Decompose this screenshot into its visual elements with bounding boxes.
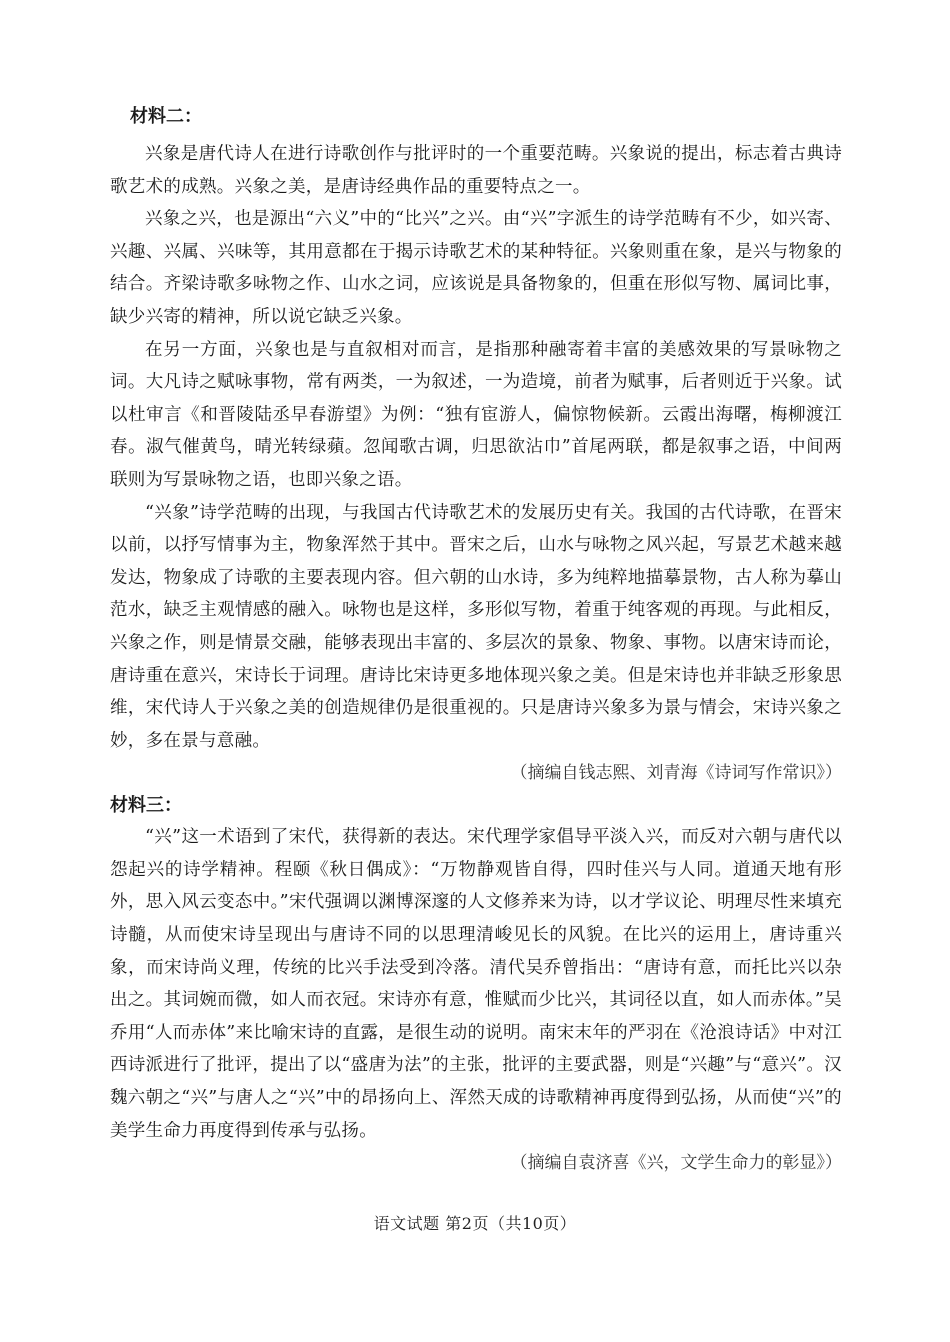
material-2-paragraph-3: 在另一方面，兴象也是与直叙相对而言，是指那种融寄着丰富的美感效果的写景咏物之词。大凡诗之赋咏事物，常有两类，一为叙述，一为造境，前者为赋事，后者则近于兴象。试以杜审言《和晋陵陆丞早春游望》为例：“独有宦游人，偏惊物候新。云霞出海曙，梅柳渡江春。淑气催黄鸟，晴光转绿蘋。忽闻歌古调，归思欲沾巾”首尾两联，都是叙事之语，中间两联则为写景咏物之语，也即兴象之语。 [110, 339, 842, 490]
material-2-heading: 材料二： [130, 106, 202, 127]
material-2-source: （摘编自钱志熙、刘青海《诗词写作常识》） [510, 763, 842, 784]
material-3-paragraph-1: “兴”这一术语到了宋代，获得新的表达。宋代理学家倡导平淡入兴，而反对六朝与唐代以怨起兴的诗学精神。程颐《秋日偶成》：“万物静观皆自得，四时佳兴与人同。道通天地有形外，思入风云变态中。”宋代强调以渊博深邃的人文修养来为诗，以才学议论、明理尽性来填充诗髓，从而使宋诗呈现出与唐诗不同的以思理清峻见长的风貌。在比兴的运用上，唐诗重兴象，而宋诗尚义理，传统的比兴手法受到冷落。清代吴乔曾指出：“唐诗有意，而托比兴以杂出之。其词婉而微，如人而衣冠。宋诗亦有意，惟赋而少比兴，其词径以直，如人而赤体。”吴乔用“人而赤体”来比喻宋诗的直露，是很生动的说明。南宋末年的严羽在《沧浪诗话》中对江西诗派进行了批评，提出了以“盛唐为法”的主张，批评的主要武器，则是“兴趣”与“意兴”。汉魏六朝之“兴”与唐人之“兴”中的昂扬向上、浑然天成的诗歌精神再度得到弘扬，从而使“兴”的美学生命力再度得到传承与弘扬。 [110, 827, 842, 1141]
material-2-paragraph-2: 兴象之兴，也是源出“六义”中的“比兴”之兴。由“兴”字派生的诗学范畴有不少，如兴寄、兴趣、兴属、兴味等，其用意都在于揭示诗歌艺术的某种特征。兴象则重在象，是兴与物象的结合。齐梁诗歌多咏物之作、山水之词，应该说是具备物象的，但重在形似写物、属词比事，缺少兴寄的精神，所以说它缺乏兴象。 [110, 209, 842, 327]
page-content [110, 102, 842, 1179]
material-3-heading: 材料三： [110, 795, 182, 817]
material-2-paragraph-4: “兴象”诗学范畴的出现，与我国古代诗歌艺术的发展历史有关。我国的古代诗歌，在晋宋以前，以抒写情事为主，物象浑然于其中。晋宋之后，山水与咏物之风兴起，写景艺术越来越发达，物象成了诗歌的主要表现内容。但六朝的山水诗，多为纯粹地描摹景物，古人称为摹山范水，缺乏主观情感的融入。咏物也是这样，多形似写物，着重于纯客观的再现。与此相反，兴象之作，则是情景交融，能够表现出丰富的、多层次的景象、物象、事物。以唐宋诗而论，唐诗重在意兴，宋诗长于词理。唐诗比宋诗更多地体现兴象之美。但是宋诗也并非缺乏形象思维，宋代诗人于兴象之美的创造规律仍是很重视的。只是唐诗兴象多为景与情会，宋诗兴象之妙，多在景与意融。 [110, 502, 842, 751]
page-footer: 语文试题 第2页（共10页） [373, 1214, 577, 1233]
material-3-source: （摘编自袁济喜《兴，文学生命力的彰显》） [510, 1153, 842, 1174]
material-2-paragraph-1: 兴象是唐代诗人在进行诗歌创作与批评时的一个重要范畴。兴象说的提出，标志着古典诗歌艺术的成熟。兴象之美，是唐诗经典作品的重要特点之一。 [110, 144, 842, 197]
